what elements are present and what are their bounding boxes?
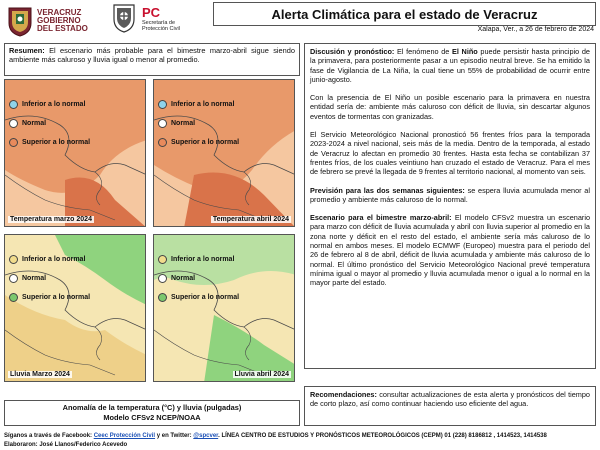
map-caption: Lluvia abril 2024 bbox=[234, 371, 289, 378]
footer-twitter-text: y en Twitter: bbox=[155, 433, 194, 439]
legend-above-normal: Superior a lo normal bbox=[171, 293, 240, 301]
legend-normal-dot bbox=[9, 274, 18, 283]
veracruz-government-logo bbox=[4, 4, 104, 34]
summary-text: El escenario más probable para el bimestre marzo-abril sigue siendo ambiente más caluroso y lluvia igual o menor al promedio. bbox=[9, 46, 295, 64]
discussion-text-a: El fenómeno de bbox=[394, 47, 453, 56]
recommendations-box bbox=[304, 386, 596, 426]
legend-above-normal: Superior a lo normal bbox=[22, 293, 91, 301]
legend-normal-dot bbox=[158, 274, 167, 283]
discussion-paragraph-4 bbox=[310, 186, 590, 205]
legend-above-normal-dot bbox=[9, 293, 18, 302]
page-title: Alerta Climática para el estado de Veracruz bbox=[271, 7, 538, 22]
pc-logo-sub-line2: Protección Civil bbox=[142, 26, 180, 32]
footer-authors: Elaboraron: José Llanos/Federico Acevedo bbox=[4, 442, 128, 448]
legend-above-normal-dot bbox=[158, 293, 167, 302]
map-legend bbox=[9, 252, 90, 309]
summary-label: Resumen: bbox=[9, 46, 45, 55]
legend-below-normal-dot bbox=[9, 255, 18, 264]
veracruz-seal-icon bbox=[7, 5, 33, 37]
map-caption: Temperatura marzo 2024 bbox=[10, 216, 92, 223]
legend-below-normal-dot bbox=[158, 255, 167, 264]
map-legend bbox=[158, 252, 239, 309]
header bbox=[0, 0, 600, 40]
twitter-link[interactable]: @spcver bbox=[193, 433, 219, 439]
legend-below-normal: Inferior a lo normal bbox=[171, 255, 235, 263]
facebook-link[interactable]: Ceec Protección Civil bbox=[93, 433, 156, 439]
footer bbox=[4, 432, 598, 450]
legend-below-normal: Inferior a lo normal bbox=[22, 100, 86, 108]
forecast-two-weeks-text: se espera lluvia acumulada menor al promedio y ambiente más caluroso de lo normal. bbox=[310, 185, 590, 204]
legend-above-normal-dot bbox=[9, 138, 18, 147]
discussion-paragraph-2: Con la presencia de El Niño un posible escenario para la primavera en nuestra entidad sería de: ambiente más caluroso con déficit de lluvia, sin descartar algunos eventos de tormentas con granizadas. bbox=[310, 93, 590, 121]
bimester-scenario-label: Escenario para el bimestre marzo-abril: bbox=[310, 213, 452, 223]
legend-normal-dot bbox=[158, 119, 167, 128]
discussion-text-b: puede persistir hasta principio de la primavera, para posteriormente pasar a un episodio neutral breve. Se ha emitido la fase de Vigilancia de La Niña, la cual tiene un 55% de probabilidad de ocurrir entre junio-agosto. bbox=[310, 47, 590, 84]
discussion-box bbox=[304, 43, 596, 369]
recommendations-text: consultar actualizaciones de esta alerta y pronósticos del tiempo de corto plazo, así como continuar haciendo uso eficiente del agua. bbox=[310, 390, 590, 409]
map-temperature-march bbox=[4, 79, 146, 227]
legend-normal: Normal bbox=[22, 274, 47, 282]
pc-logo-title: PC bbox=[142, 5, 161, 20]
legend-below-normal-dot bbox=[9, 100, 18, 109]
legend-above-normal-dot bbox=[158, 138, 167, 147]
recommendations-label: Recomendaciones: bbox=[310, 390, 377, 399]
pc-logo-subtitle bbox=[142, 20, 180, 32]
map-caption: Temperatura abril 2024 bbox=[212, 216, 289, 223]
veracruz-logo-text bbox=[37, 9, 88, 33]
map-legend bbox=[158, 97, 239, 154]
dateline: Xalapa, Ver., a 26 de febrero de 2024 bbox=[477, 26, 594, 33]
legend-above-normal: Superior a lo normal bbox=[171, 138, 240, 146]
veracruz-logo-line3: DEL ESTADO bbox=[37, 24, 88, 33]
discussion-paragraph-3: El Servicio Meteorológico Nacional pronosticó 56 frentes fríos para la temporada 2023-2024 a nivel nacional, seis más de la media. Dentro de la temporada, al estado de Veracruz lo afectan en promedio 30 frentes. Hasta esta fecha se contabilizan 37 frentes fríos, de los cuales veintiuno han cruzado el estado de Veracruz. Para el mes de febrero se prevé la llegada de 9 frentes al territorio nacional, al momento van seis. bbox=[310, 130, 590, 177]
legend-normal: Normal bbox=[22, 119, 47, 127]
el-nino-term: El Niño bbox=[452, 47, 478, 56]
discussion-paragraph-5 bbox=[310, 213, 590, 287]
legend-normal-dot bbox=[9, 119, 18, 128]
legend-below-normal: Inferior a lo normal bbox=[171, 100, 235, 108]
title-box bbox=[213, 2, 596, 26]
footer-line1 bbox=[4, 432, 598, 441]
footer-follow-text: Síganos a través de Facebook: bbox=[4, 433, 94, 439]
proteccion-civil-shield-icon bbox=[111, 3, 137, 33]
summary-box bbox=[4, 43, 300, 76]
figure-caption-line2: Modelo CFSv2 NCEP/NOAA bbox=[103, 413, 201, 422]
figure-caption-line1: Anomalía de la temperatura (°C) y lluvia (pulgadas) bbox=[62, 403, 242, 412]
veracruz-logo-line1: VERACRUZ bbox=[37, 8, 82, 17]
discussion-label: Discusión y pronóstico: bbox=[310, 47, 395, 56]
veracruz-logo-line2: GOBIERNO bbox=[37, 16, 81, 25]
forecast-two-weeks-label: Previsión para las dos semanas siguientes: bbox=[310, 185, 465, 195]
figure-caption bbox=[4, 400, 300, 426]
legend-above-normal: Superior a lo normal bbox=[22, 138, 91, 146]
map-rain-april bbox=[153, 234, 295, 382]
footer-contact-text: . LÍNEA CENTRO DE ESTUDIOS Y PRONÓSTICOS METEOROLÓGICOS (CEPM) 01 (228) 8186812 , 1414523, 1414538 bbox=[218, 433, 547, 439]
legend-normal: Normal bbox=[171, 119, 196, 127]
discussion-paragraph-1 bbox=[310, 47, 590, 84]
map-temperature-april bbox=[153, 79, 295, 227]
proteccion-civil-logo bbox=[111, 3, 191, 33]
map-caption: Lluvia Marzo 2024 bbox=[10, 371, 70, 378]
map-legend bbox=[9, 97, 90, 154]
pc-logo-sub-line1: Secretaría de bbox=[142, 20, 176, 26]
legend-below-normal: Inferior a lo normal bbox=[22, 255, 86, 263]
map-rain-march bbox=[4, 234, 146, 382]
bimester-scenario-text: El modelo CFSv2 muestra un escenario para marzo con déficit de lluvia acumulada y abril con lluvia superior al promedio en la zona norte y déficit en el resto del estado, el ambiente sería más caluroso de lo normal en ambos meses. El modelo ECMWF (Europeo) muestra para el periodo del 26 de febrero al 8 de abril, déficit de lluvia acumulada y ambiente más caluroso de lo normal. El último pronóstico del Servicio Meteorológico Nacional prevé temperatura mínima igual o mayor al promedio y lluvia acumulada menor o igual a lo normal en la mayor parte del estado. bbox=[310, 213, 591, 288]
legend-below-normal-dot bbox=[158, 100, 167, 109]
legend-normal: Normal bbox=[171, 274, 196, 282]
